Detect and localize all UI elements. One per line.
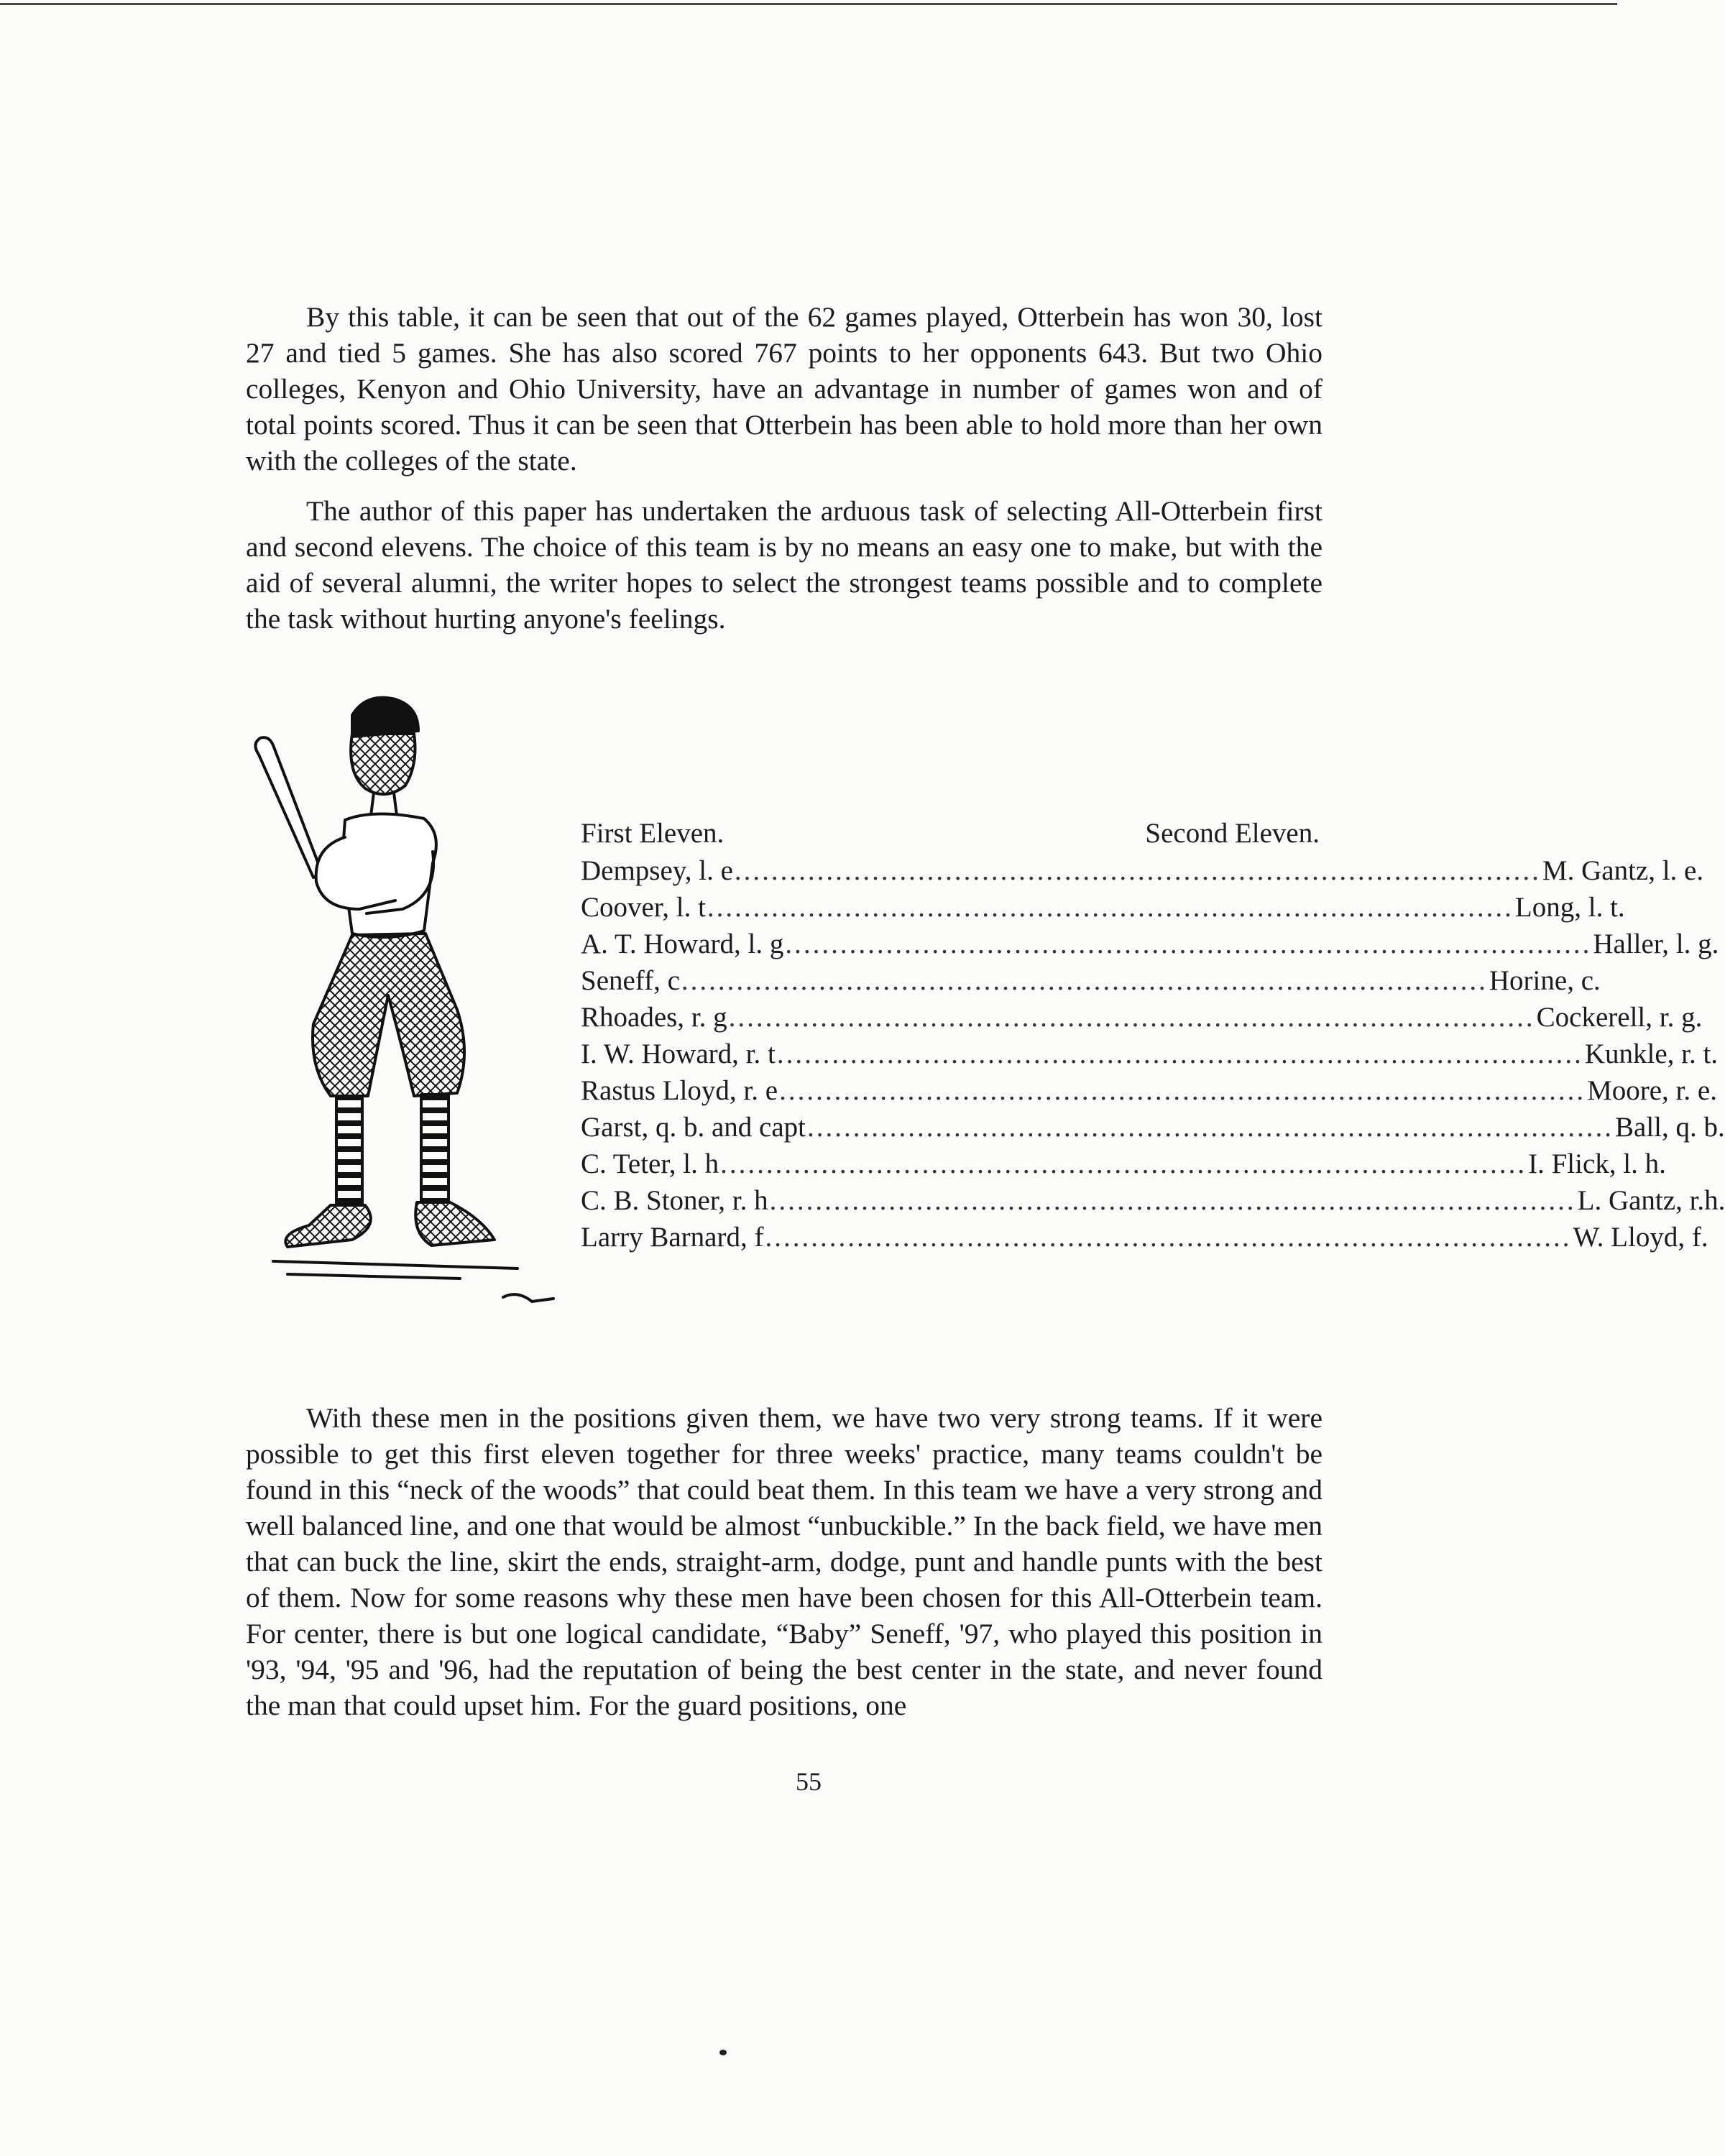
first-eleven-player: I. W. Howard, r. t (581, 1038, 776, 1069)
second-eleven-player: Cockerell, r. g. (1536, 1002, 1703, 1033)
second-eleven-player: L. Gantz, r.h. (1577, 1185, 1725, 1216)
lineup-row (581, 852, 1704, 889)
paragraph-team-selection (246, 493, 1322, 637)
first-eleven-player: C. B. Stoner, r. h (581, 1185, 768, 1216)
leader-dots: ........................................................................................ (707, 892, 1514, 923)
lineup-header (581, 815, 1320, 852)
page-number: 55 (796, 1767, 822, 1796)
first-eleven-player: Rhoades, r. g (581, 1002, 727, 1033)
first-eleven-player: A. T. Howard, l. g (581, 929, 784, 959)
leader-dots: ........................................................................................ (765, 1222, 1572, 1253)
baseball-player-illustration (244, 694, 589, 1383)
lineup-row (581, 1072, 1717, 1109)
leader-dots: ........................................................................................ (734, 855, 1541, 886)
second-eleven-player: Haller, l. g. (1593, 929, 1719, 959)
first-eleven-header: First Eleven. (581, 818, 724, 849)
lineup-row (581, 1036, 1719, 1072)
leader-dots: ........................................................................................ (769, 1185, 1576, 1216)
leader-dots: ........................................................................................ (728, 1002, 1535, 1033)
page-top-rule (0, 3, 1617, 5)
first-eleven-player: Coover, l. t (581, 892, 706, 923)
leader-dots: ........................................................................................ (779, 1075, 1586, 1106)
second-eleven-player: Long, l. t. (1514, 892, 1625, 923)
leader-dots: ........................................................................................ (720, 1148, 1527, 1179)
second-eleven-player: Ball, q. b. (1615, 1112, 1725, 1143)
first-eleven-player: C. Teter, l. h (581, 1148, 719, 1179)
lineup-row (581, 1182, 1725, 1219)
leader-dots: ........................................................................................ (807, 1112, 1614, 1143)
first-eleven-player: Dempsey, l. e (581, 855, 733, 886)
first-eleven-player: Larry Barnard, f (581, 1222, 764, 1253)
second-eleven-player: Horine, c. (1489, 965, 1601, 996)
second-eleven-player: Moore, r. e. (1587, 1075, 1717, 1106)
lineup-row (581, 999, 1703, 1036)
lineup-row (581, 1219, 1708, 1256)
paragraph-text: The author of this paper has undertaken the arduous task of selecting All-Otterbein first and second elevens. The choice of this team is by no means an easy one to make, but with the aid of several alumni, the writer hopes to select the strongest teams possible and to complete the task without hurting anyone's feelings. (246, 495, 1322, 635)
lineup-row (581, 926, 1719, 962)
second-eleven-player: Kunkle, r. t. (1584, 1038, 1719, 1069)
second-eleven-header: Second Eleven. (1145, 818, 1320, 849)
first-eleven-player: Seneff, c (581, 965, 680, 996)
paragraph-team-analysis (246, 1400, 1322, 1723)
paragraph-text: By this table, it can be seen that out of the 62 games played, Otterbein has won 30, lost 27 and tied 5 games. She has also scored 767 points to her opponents 643. But two Ohio colleges, Kenyon and Ohio University, have an advantage in number of games won and of total points scored. Thus it can be seen that Otterbein has been able to hold more than her own with the colleges of the state. (246, 301, 1322, 476)
lineup-row (581, 1109, 1725, 1146)
ink-smudge (719, 2050, 727, 2055)
lineup-table (581, 815, 1725, 1256)
lineup-row (581, 889, 1625, 926)
second-eleven-player: M. Gantz, l. e. (1542, 855, 1704, 886)
second-eleven-player: I. Flick, l. h. (1528, 1148, 1666, 1179)
lineup-row (581, 962, 1601, 999)
leader-dots: ........................................................................................ (681, 965, 1488, 996)
leader-dots: ........................................................................................ (785, 929, 1592, 959)
second-eleven-player: W. Lloyd, f. (1573, 1222, 1708, 1253)
first-eleven-player: Rastus Lloyd, r. e (581, 1075, 778, 1106)
first-eleven-player: Garst, q. b. and capt (581, 1112, 806, 1143)
lineup-row (581, 1146, 1666, 1182)
paragraph-text: With these men in the positions given them, we have two very strong teams. If it were possible to get this first eleven together for three weeks' practice, many teams couldn't be found in this “neck of the woods” that could beat them. In this team we have a very strong and well balanced line, and one that would be almost “unbuckible.” In the back field, we have men that can buck the line, skirt the ends, straight-arm, dodge, punt and handle punts with the best of them. Now for some reasons why these men have been chosen for this All-Otterbein team. For center, there is but one logical candidate, “Baby” Seneff, '97, who played this position in '93, '94, '95 and '96, had the reputation of being the best center in the state, and never found the man that could upset him. For the guard positions, one (246, 1402, 1322, 1721)
paragraph-game-record (246, 299, 1322, 479)
leader-dots: ........................................................................................ (776, 1038, 1583, 1069)
